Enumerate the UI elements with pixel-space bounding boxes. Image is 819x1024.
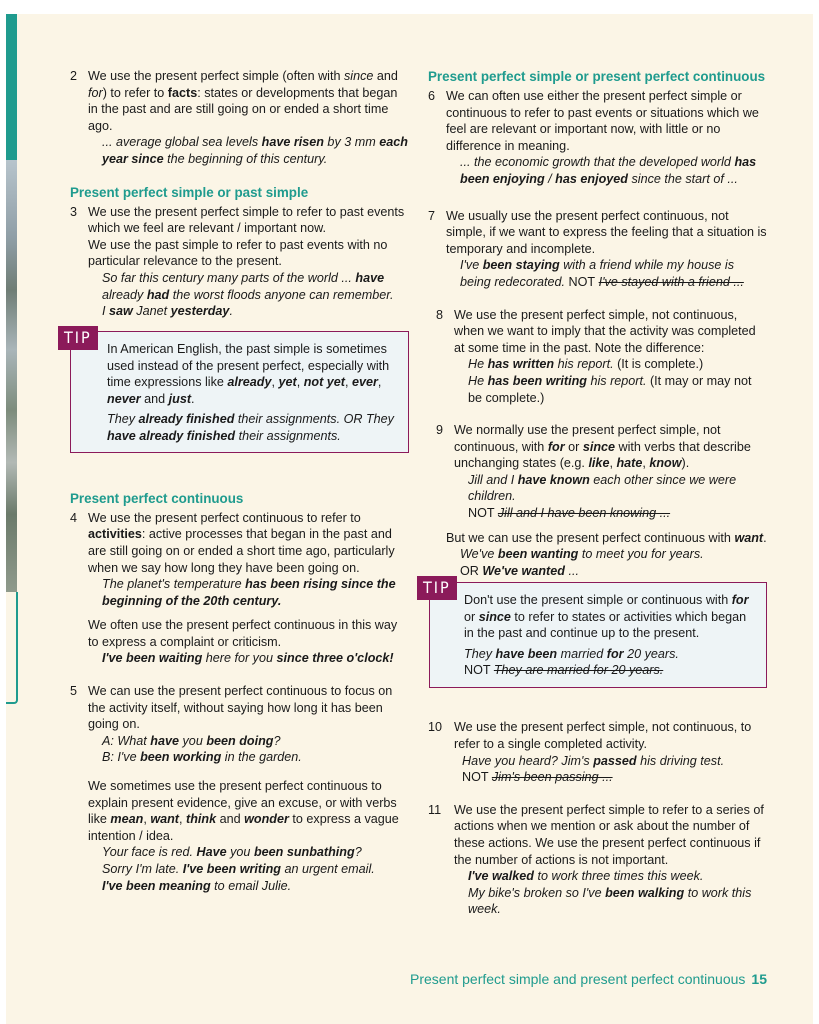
rule-number: 6 [428,89,436,103]
rule-5 [70,683,410,894]
rule-number: 7 [428,208,436,223]
text: to express a vague intention / idea. [88,812,399,843]
section-heading: Present perfect continuous [70,490,244,506]
text: already [227,375,272,390]
text: I've walked [468,869,535,884]
rule-11 [428,802,768,918]
tip-text [107,341,398,407]
text: He [468,357,488,372]
text: to work this week. [468,885,752,917]
text: the worst floods anyone can remember. [169,287,394,302]
text: We use the present perfect continuous to refer to [88,510,361,525]
rule-text [454,422,768,472]
text: since [478,609,511,624]
rule-6 [428,88,768,188]
page-number: 15 [751,971,767,987]
text: their assignments. [235,428,341,443]
text: or [564,439,583,454]
section-heading: Present perfect simple or present perfect continuous [428,69,766,84]
rule-7 [428,208,768,291]
rule-text: We use the past simple to refer to past events with no particular relevance to the present. [88,237,388,269]
text: to email Julie. [210,878,292,893]
text: since the start of ... [627,171,738,186]
text: They are married for 20 years. [493,663,664,678]
text: He [468,373,488,388]
text: each year since [102,135,408,166]
text: have risen [261,135,324,150]
text: Your face is red. [102,845,197,860]
rule-8 [428,307,768,407]
rule-9-addendum [428,530,768,580]
side-color-strip [6,14,17,160]
text: have known [517,472,590,487]
text: for [606,646,624,661]
example [454,769,768,786]
rule-number: 10 [428,720,443,735]
side-bracket [6,592,18,704]
text: has enjoyed [555,171,628,186]
rule-text [88,510,410,576]
text: , [609,456,617,471]
example [454,505,768,522]
text: (It is complete.) [613,357,704,372]
text: I've been writing [182,862,281,876]
text: (It may or may not be complete.) [468,373,752,405]
text: to work three times this week. [534,869,704,884]
text: OR [460,563,483,578]
example [88,733,410,750]
tip-box [70,331,409,453]
text: NOT [464,663,494,678]
text: : active processes that began in the past and are still going on or ended a short time ago, particularly when we say how long they have been going on. [88,527,395,575]
tip-example [464,662,756,679]
text: activities [88,527,142,542]
text: passed [593,753,637,768]
text: My bike's broken so I've [468,885,606,900]
tip-content [71,332,408,445]
text: for [547,439,565,454]
text: I've been meaning [102,878,211,893]
text: We've [460,547,498,562]
example [88,749,410,766]
tip-label: TIP [58,326,98,350]
text: been staying [482,258,560,273]
text: NOT [568,274,596,289]
text: been wanting [497,547,579,562]
text: We normally use the present perfect simple, not continuous, with [454,423,721,454]
text: wonder [244,812,289,827]
text: in the garden. [221,750,302,765]
text: ... average global sea levels [102,135,262,150]
text: had [146,287,170,302]
text: So far this century many parts of the world ... [102,270,356,285]
rule-4 [70,510,410,667]
example [88,270,410,303]
text: yet [278,375,297,390]
text: . [229,304,233,319]
rule-number: 8 [436,307,444,322]
text: mean [110,812,144,827]
text: Janet [132,304,171,319]
text: his report. [586,373,647,388]
text: Jim's been passing ... [491,770,613,785]
rule-text: We use the present perfect simple, not continuous, to refer to a single completed activity. [454,720,752,752]
text: , [344,375,352,390]
text: his report. [554,357,614,372]
text: to refer to states or activities which began in the past and continue up to the present. [464,609,747,641]
text: has been enjoying [460,155,757,186]
text: for [88,85,103,100]
text: yesterday [170,304,230,319]
text: been sunbathing [253,845,355,860]
text: . [191,391,195,406]
text: I [102,304,109,319]
text: an urgent email. [280,862,375,876]
rule-text: We often use the present perfect continuous in this way to express a complaint or criticism. [88,618,398,649]
text: We've wanted [482,563,565,578]
text: already finished [138,412,235,427]
text: by 3 mm [323,135,380,150]
rule-text: We use the present perfect simple to refer to past events which we feel are relevant / important now. [88,204,405,236]
text: for [731,593,749,607]
text: each other since we were children. [468,472,737,504]
side-photo-strip [6,160,17,592]
tip-example [107,411,398,444]
text: / [544,171,556,186]
text: the beginning of this century. [163,151,328,166]
tip-text [464,592,756,642]
rule-number: 4 [70,510,78,525]
text: just [168,391,192,406]
text: ever [351,375,378,390]
tip-content [430,583,766,679]
text: or [464,609,479,624]
example [454,753,768,770]
text: ? [273,733,281,748]
text: A: What [102,733,151,748]
text: , [296,375,304,390]
text: ) to refer to [102,85,168,100]
example [88,134,410,167]
rule-number: 11 [428,802,442,817]
text: here for you [202,651,277,666]
text: I've stayed with a friend ... [598,274,744,289]
rule-text [88,68,410,134]
text: have [150,733,180,748]
rule-9 [428,422,768,522]
text: , [271,375,279,390]
footer-title: Present perfect simple and present perfect continuous [410,971,746,987]
text: , [642,456,650,471]
example [88,576,410,609]
section-heading: Present perfect simple or past simple [70,184,309,200]
text: saw [109,304,133,319]
right-column [428,68,768,918]
example [446,546,768,563]
text: has been rising since the beginning of the 20th century. [102,577,396,608]
text: know [649,456,682,471]
rule-text: We use the present perfect simple to refer to a series of actions when we mention or ask about the number of these actions. We use the present perfect continuous if the number of actions is not important. [454,802,764,867]
example [88,861,410,878]
text: like [588,456,610,471]
text: ... the economic growth that the developed world [460,155,735,170]
text: been doing [206,733,274,748]
text: since [343,69,374,83]
rule-number: 2 [70,69,78,83]
text: with a friend while my house is being redecorated. [460,258,734,289]
rule-2 [70,68,410,168]
tip-label: TIP [417,576,457,600]
text: to meet you for years. [578,547,704,562]
text: They [464,646,496,661]
text: , [143,812,151,827]
text: you [226,845,254,860]
rule-10 [428,719,768,785]
text: and [140,391,169,406]
tip-box [429,582,767,688]
text: have [355,270,385,285]
example [88,303,410,320]
text: facts [167,85,198,100]
text: . [763,530,767,545]
text: We sometimes use the present perfect continuous to explain present evidence, give an excuse, or with verbs like [88,779,397,827]
text: want [734,530,764,545]
text: want [150,812,179,827]
example [446,563,768,580]
text: I've been waiting [102,651,203,666]
example [454,885,768,918]
example [88,650,410,667]
page-footer [410,971,767,987]
text: NOT [468,506,498,521]
text: : states or developments that began in the past and are still going on or ended a short time ago. [88,85,398,133]
text: B: I've [102,750,141,765]
text: ... [564,563,579,578]
text: Jill and I [468,472,518,487]
rule-number: 9 [436,423,444,438]
text: They [107,412,139,427]
text: ? [354,845,362,860]
text: already [102,287,147,302]
example [88,878,410,895]
rule-text [446,530,768,547]
rule-text: We can often use either the present perfect simple or continuous to refer to past events or situations which we feel are relevant or important now, with little or no difference in meaning. [446,89,759,153]
example [454,472,768,505]
text: not yet [303,375,345,390]
text: think [186,812,217,827]
text: In American English, the past simple is sometimes used instead of the present perfect, especially with time expressions like [107,342,390,390]
example [446,257,768,290]
text: Have you heard? Jim's [462,753,594,768]
left-column [70,68,410,894]
text: Don't use the present simple or continuous with [464,593,732,607]
rule-text: We can use the present perfect continuous to focus on the activity itself, without saying how long it has been going on. [88,684,393,732]
text: their assignments. OR They [234,412,394,427]
rule-number: 5 [70,684,78,699]
example [446,154,768,187]
text: NOT [462,770,492,785]
rule-text [88,778,410,844]
text: his driving test. [636,753,725,768]
text: with verbs that describe unchanging states (e.g. [454,439,751,471]
text: been walking [605,885,685,900]
text: since three o'clock! [276,651,394,666]
text: , [377,375,382,390]
text: I've [460,258,483,273]
text: ). [681,456,690,471]
example [454,373,768,406]
text: hate [616,456,643,471]
text: has been writing [487,373,587,388]
text: you [179,733,207,748]
text: and [373,69,398,83]
example [88,844,410,861]
rule-number: 3 [70,204,78,219]
text: Jill and I have been knowing ... [497,506,671,521]
example [454,356,768,373]
text: has written [487,357,555,372]
text: and [216,812,245,827]
rule-3 [70,204,410,320]
text: Have [196,845,227,860]
text: been working [140,750,222,765]
text: Sorry I'm late. [102,862,183,876]
tip-example [464,646,756,663]
text: 20 years. [623,646,679,661]
text: But we can use the present perfect continuous with [446,530,735,545]
text: The planet's temperature [102,577,246,592]
text: since [582,439,616,454]
text: , [179,812,186,827]
example [454,868,768,885]
text: never [107,391,141,406]
rule-text: We use the present perfect simple, not continuous, when we want to imply that the activity was completed at some time in the past. Note the difference: [454,307,756,355]
text: married [557,646,607,661]
text: We use the present perfect simple (often with [88,69,344,83]
text: have already finished [107,428,236,443]
rule-text: We usually use the present perfect continuous, not simple, if we want to express the feeling that a situation is temporary and incomplete. [446,208,767,256]
text: have been [495,646,558,661]
